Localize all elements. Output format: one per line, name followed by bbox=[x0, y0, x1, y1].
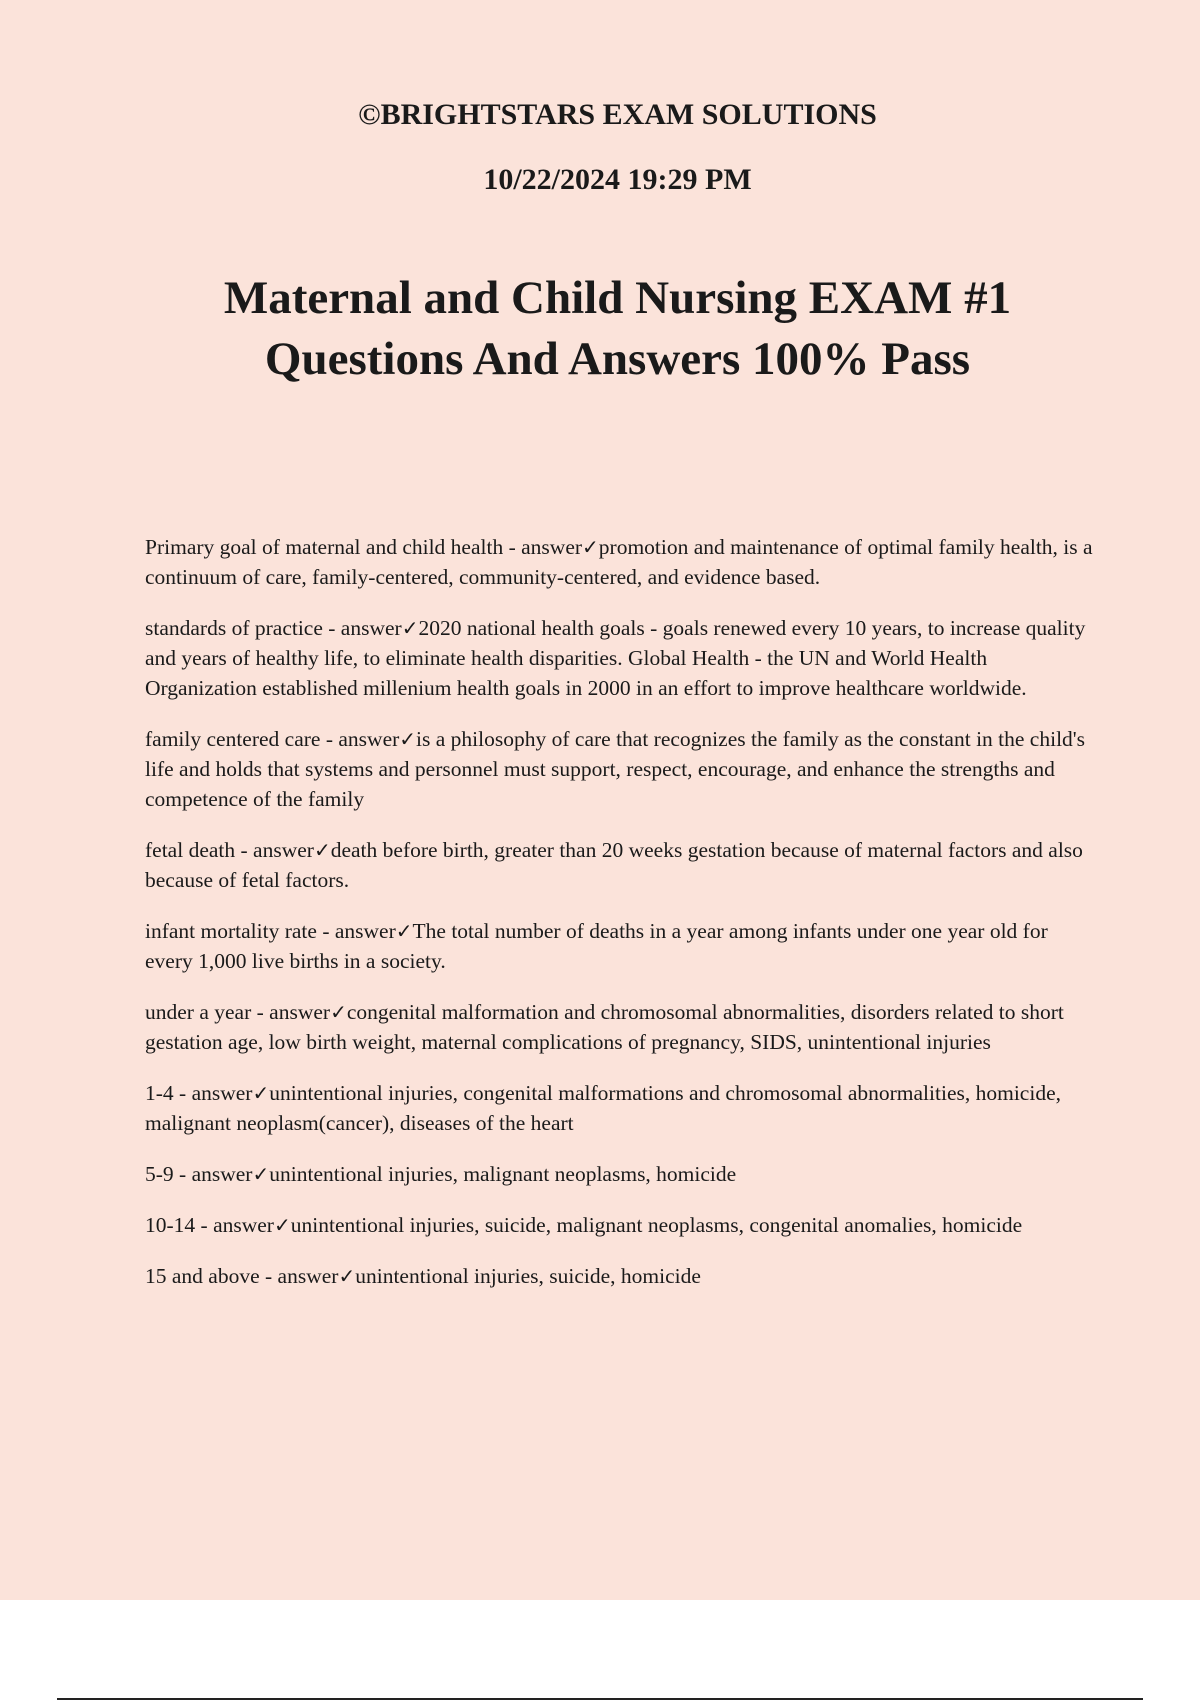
check-icon: ✓ bbox=[401, 616, 419, 640]
qa-term: family centered care bbox=[145, 727, 321, 751]
qa-answer: unintentional injuries, congenital malformations and chromosomal abnormalities, homicide, malignant neoplasm(cancer), diseases of the heart bbox=[145, 1081, 1061, 1135]
qa-answer: is a philosophy of care that recognizes the family as the constant in the child's life and holds that systems and personnel must support, respect, encourage, and enhance the strengths and competence of the family bbox=[145, 727, 1086, 811]
qa-answer: death before birth, greater than 20 weeks gestation because of maternal factors and also because of fetal factors. bbox=[145, 838, 1083, 892]
document-timestamp: 10/22/2024 19:29 PM bbox=[483, 163, 752, 196]
qa-term: 1-4 bbox=[145, 1081, 174, 1105]
qa-separator: - answer bbox=[320, 727, 400, 751]
qa-term: 15 and above bbox=[145, 1264, 260, 1288]
qa-term: 5-9 bbox=[145, 1162, 174, 1186]
qa-separator: - answer bbox=[316, 919, 396, 943]
qa-item bbox=[145, 997, 1095, 1057]
qa-item bbox=[145, 1078, 1095, 1138]
check-icon: ✓ bbox=[338, 1264, 356, 1288]
check-icon: ✓ bbox=[330, 1000, 347, 1024]
qa-term: infant mortality rate bbox=[145, 919, 317, 943]
qa-item bbox=[145, 532, 1095, 592]
qa-separator: - answer bbox=[251, 1000, 331, 1024]
qa-item bbox=[145, 724, 1095, 814]
qa-answer: promotion and maintenance of optimal family health, is a continuum of care, family-centered, community-centered, and evidence based. bbox=[145, 535, 1093, 589]
qa-answer: The total number of deaths in a year among infants under one year old for every 1,000 live births in a society. bbox=[145, 919, 1048, 973]
qa-item bbox=[145, 835, 1095, 895]
qa-separator: - answer bbox=[173, 1081, 253, 1105]
qa-separator: - answer bbox=[195, 1213, 274, 1237]
qa-separator: - answer bbox=[235, 838, 314, 862]
qa-item bbox=[145, 916, 1095, 976]
document-title bbox=[0, 268, 1200, 390]
qa-term: fetal death bbox=[145, 838, 236, 862]
qa-separator: - answer bbox=[259, 1264, 339, 1288]
qa-answer: 2020 national health goals - goals renewed every 10 years, to increase quality and years of healthy life, to eliminate health disparities. Global Health - the UN and World Health Organization established millenium health goals in 2000 in an effort to improve healthcare worldwide. bbox=[145, 616, 1086, 700]
qa-term: under a year bbox=[145, 1000, 252, 1024]
qa-term: standards of practice bbox=[145, 616, 323, 640]
qa-answer: congenital malformation and chromosomal abnormalities, disorders related to short gestation age, low birth weight, maternal complications of pregnancy, SIDS, unintentional injuries bbox=[145, 1000, 1064, 1054]
qa-term: 10-14 bbox=[145, 1213, 196, 1237]
qa-list bbox=[145, 532, 1095, 1312]
qa-separator: - answer bbox=[322, 616, 402, 640]
title-line-2: Questions And Answers 100% Pass bbox=[264, 333, 971, 385]
check-icon: ✓ bbox=[313, 838, 331, 862]
title-line-1: Maternal and Child Nursing EXAM #1 bbox=[223, 272, 1012, 324]
check-icon: ✓ bbox=[399, 727, 417, 751]
qa-answer: unintentional injuries, malignant neoplasms, homicide bbox=[269, 1162, 737, 1186]
qa-answer: unintentional injuries, suicide, malignant neoplasms, congenital anomalies, homicide bbox=[290, 1213, 1023, 1237]
check-icon: ✓ bbox=[395, 919, 413, 943]
check-icon: ✓ bbox=[273, 1213, 291, 1237]
check-icon: ✓ bbox=[252, 1081, 270, 1105]
qa-separator: - answer bbox=[503, 535, 583, 559]
check-icon: ✓ bbox=[582, 535, 599, 559]
qa-item bbox=[145, 1159, 1095, 1189]
company-header: ©BRIGHTSTARS EXAM SOLUTIONS bbox=[358, 98, 877, 131]
qa-item bbox=[145, 1261, 1095, 1291]
qa-answer: unintentional injuries, suicide, homicide bbox=[355, 1264, 701, 1288]
qa-separator: - answer bbox=[173, 1162, 253, 1186]
qa-item bbox=[145, 1210, 1095, 1240]
check-icon: ✓ bbox=[252, 1162, 270, 1186]
qa-item bbox=[145, 613, 1095, 703]
qa-term: Primary goal of maternal and child health bbox=[145, 535, 504, 559]
